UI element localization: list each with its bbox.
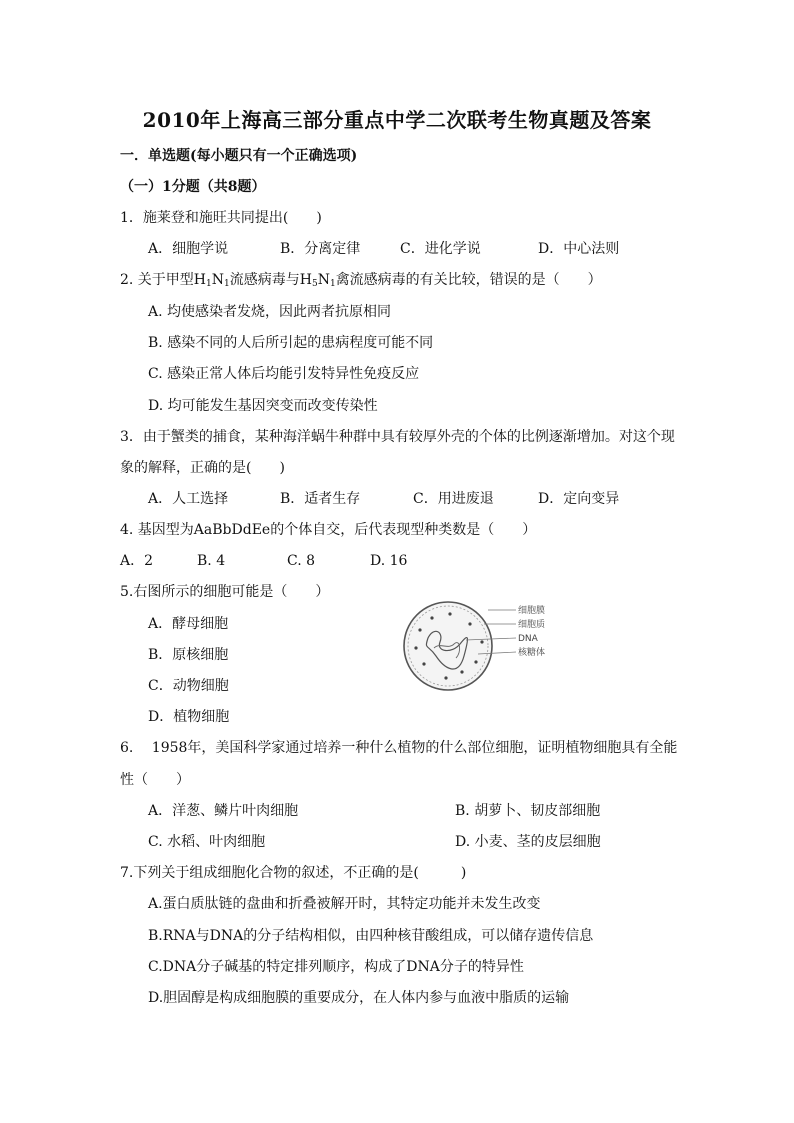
label-dna: DNA: [518, 634, 538, 644]
q4-option-d: D. 16: [370, 553, 408, 569]
document-title: 2010年上海高三部分重点中学二次联考生物真题及答案: [142, 108, 652, 132]
question-3-stem-line1: 3．由于蟹类的捕食，某种海洋蜗牛种群中具有较厚外壳的个体的比例逐渐增加。对这个现: [120, 429, 675, 445]
q5-option-a: A．酵母细胞: [148, 616, 229, 632]
q5-option-c: C．动物细胞: [148, 678, 229, 694]
q7-option-b: B.RNA与DNA的分子结构相似，由四种核苷酸组成，可以储存遗传信息: [148, 928, 594, 944]
q3-option-c: C．用进废退: [413, 491, 494, 507]
q1-option-d: D．中心法则: [538, 241, 620, 257]
label-cytoplasm: 细胞质: [518, 620, 546, 630]
q6-option-d: D. 小麦、茎的皮层细胞: [455, 834, 601, 850]
section-heading: 一．单选题(每小题只有一个正确选项): [120, 148, 358, 164]
q2-option-b: B. 感染不同的人后所引起的患病程度可能不同: [148, 335, 434, 351]
q4-option-a: A．2: [120, 553, 154, 569]
question-1-stem: 1．施莱登和施旺共同提出( ): [120, 210, 322, 226]
q3-option-b: B．适者生存: [280, 491, 361, 507]
q7-option-c: C.DNA分子碱基的特定排列顺序，构成了DNA分子的特异性: [148, 959, 524, 975]
label-ribosome: 核糖体: [518, 648, 546, 658]
q4-option-b: B. 4: [197, 553, 226, 569]
q5-option-d: D．植物细胞: [148, 709, 230, 725]
q3-option-d: D．定向变异: [538, 491, 620, 507]
q2-option-a: A. 均使感染者发烧，因此两者抗原相同: [148, 304, 392, 320]
q5-option-b: B．原核细胞: [148, 647, 229, 663]
q1-option-b: B．分离定律: [280, 241, 361, 257]
question-2-stem: 2. 关于甲型$H_1N_1$流感病毒与$H_5N_1$禽流感病毒的有关比较，错误的是（ ）: [120, 272, 602, 289]
question-6-stem-line1: 6. 1958年，美国科学家通过培养一种什么植物的什么部位细胞，证明植物细胞具有全能: [120, 740, 678, 756]
cell-diagram: [400, 598, 570, 694]
q6-option-a: A．洋葱、鳞片叶肉细胞: [148, 803, 299, 819]
q6-option-b: B. 胡萝卜、韧皮部细胞: [455, 803, 601, 819]
q3-option-a: A．人工选择: [148, 491, 229, 507]
subsection-heading: （一）1分题（共8题）: [120, 179, 266, 195]
question-4-stem: 4. 基因型为AaBbDdEe的个体自交，后代表现型种类数是（ ）: [120, 522, 537, 538]
label-cell-membrane: 细胞膜: [518, 606, 546, 616]
q4-option-c: C. 8: [287, 553, 316, 569]
q2-option-c: C. 感染正常人体后均能引发特异性免疫反应: [148, 366, 420, 382]
question-7-stem: 7.下列关于组成细胞化合物的叙述，不正确的是( ): [120, 865, 467, 881]
question-3-stem-line2: 象的解释，正确的是( ): [120, 460, 285, 476]
q2-option-d: D. 均可能发生基因突变而改变传染性: [148, 398, 378, 414]
q1-option-c: C．进化学说: [400, 241, 481, 257]
question-5-stem: 5.右图所示的细胞可能是（ ）: [120, 584, 330, 600]
q7-option-d: D.胆固醇是构成细胞膜的重要成分，在人体内参与血液中脂质的运输: [148, 990, 570, 1006]
question-6-stem-line2: 性（ ）: [120, 772, 190, 788]
q6-option-c: C. 水稻、叶肉细胞: [148, 834, 266, 850]
q7-option-a: A.蛋白质肽链的盘曲和折叠被解开时，其特定功能并未发生改变: [148, 896, 541, 912]
q1-option-a: A．细胞学说: [148, 241, 229, 257]
